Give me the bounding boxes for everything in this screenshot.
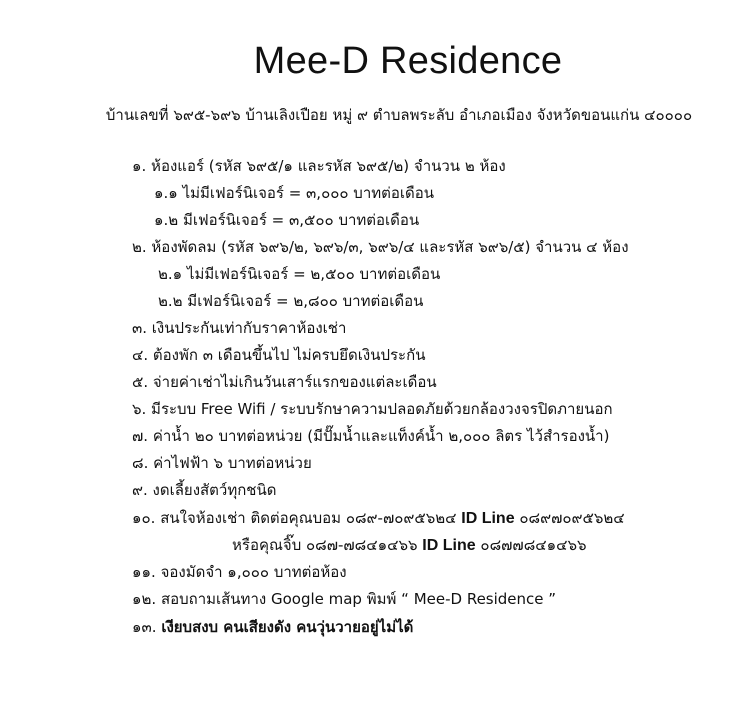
contact-1-text: ๑๐. สนใจห้องเช่า ติดต่อคุณบอม ๐๘๙-๗๐๙๕๖๒๔ (132, 509, 462, 527)
list-item-1: ๑. ห้องแอร์ (รหัส ๖๙๕/๑ และรหัส ๖๙๕/๒) จำนวน ๒ ห้อง (132, 157, 506, 175)
list-item-3: ๓. เงินประกันเท่ากับราคาห้องเช่า (132, 319, 347, 337)
list-item-13 (132, 617, 413, 637)
list-item-13-number: ๑๓. (132, 618, 162, 636)
list-item-2-1: ๒.๑ ไม่มีเฟอร์นิเจอร์ = ๒,๕๐๐ บาทต่อเดือน (158, 265, 441, 283)
list-item-4: ๔. ต้องพัก ๓ เดือนขึ้นไป ไม่ครบยึดเงินประกัน (132, 346, 426, 364)
list-item-9: ๙. งดเลี้ยงสัตว์ทุกชนิด (132, 481, 277, 499)
contact-1-line-id: ๐๘๙๗๐๙๕๖๒๔ (514, 509, 625, 527)
list-item-1-1: ๑.๑ ไม่มีเฟอร์นิเจอร์ = ๓,๐๐๐ บาทต่อเดือน (154, 184, 435, 202)
list-item-2: ๒. ห้องพัดลม (รหัส ๖๙๖/๒, ๖๙๖/๓, ๖๙๖/๔ และรหัส ๖๙๖/๕) จำนวน ๔ ห้อง (132, 238, 629, 256)
list-item-5: ๕. จ่ายค่าเช่าไม่เกินวันเสาร์แรกของแต่ละเดือน (132, 373, 437, 391)
list-item-13-text: เงียบสงบ คนเสียงดัง คนวุ่นวายอยู่ไม่ได้ (161, 618, 414, 636)
contact-2-text: หรือคุณจิ๊บ ๐๘๗-๗๘๔๑๔๖๖ (232, 536, 423, 554)
list-item-10-contact-1 (132, 508, 625, 529)
list-item-12: ๑๒. สอบถามเส้นทาง Google map พิมพ์ “ Mee-D Residence ” (132, 590, 557, 608)
list-item-8: ๘. ค่าไฟฟ้า ๖ บาทต่อหน่วย (132, 454, 312, 472)
page-title: Mee-D Residence (253, 40, 563, 82)
id-line-label-1: ID Line (461, 510, 515, 527)
id-line-label-2: ID Line (422, 537, 476, 554)
contact-2-line-id: ๐๘๗๗๘๔๑๔๖๖ (475, 536, 587, 554)
list-item-1-2: ๑.๒ มีเฟอร์นิเจอร์ = ๓,๕๐๐ บาทต่อเดือน (154, 211, 420, 229)
list-item-10-contact-2 (232, 535, 587, 556)
list-item-2-2: ๒.๒ มีเฟอร์นิเจอร์ = ๒,๘๐๐ บาทต่อเดือน (158, 292, 424, 310)
list-item-6: ๖. มีระบบ Free Wifi / ระบบรักษาความปลอดภัยด้วยกล้องวงจรปิดภายนอก (132, 400, 613, 418)
list-item-7: ๗. ค่าน้ำ ๒๐ บาทต่อหน่วย (มีปั๊มน้ำและแท็งค์น้ำ ๒,๐๐๐ ลิตร ไว้สำรองน้ำ) (132, 427, 610, 445)
list-item-11: ๑๑. จองมัดจำ ๑,๐๐๐ บาทต่อห้อง (132, 563, 347, 581)
address-line: บ้านเลขที่ ๖๙๕-๖๙๖ บ้านเลิงเปือย หมู่ ๙ ตำบลพระลับ อำเภอเมือง จังหวัดขอนแก่น ๔๐๐๐๐ (105, 106, 693, 124)
